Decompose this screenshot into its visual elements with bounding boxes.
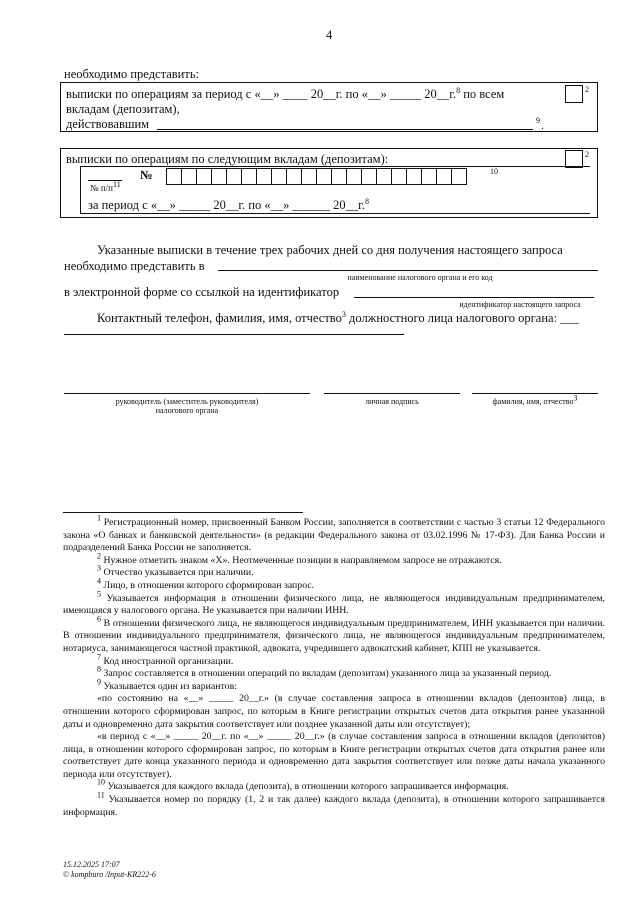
footnote-5: $^5$ Указывается информация в отношении физического лица, не являющегося индивидуальным предпринимателем, имеющаяся у налогового органа. Не указывается при наличии ИНН. bbox=[63, 589, 606, 617]
footnote-1: $^1$ Регистрационный номер, присвоенный Банком России, заполняется в соответствии с частью 3 статьи 12 Федерального закона «О банках и банковской деятельности» (в редакции Федерального закона от 03.02.1996 № 17-ФЗ). Для Банка России и подразделений Банка России не заполняется. bbox=[63, 513, 605, 554]
option1-line2: вкладам (депозитам), bbox=[66, 102, 180, 116]
tax-org-blank-line[interactable] bbox=[218, 270, 598, 271]
para2-text: в электронной форме со ссылкой на идентификатор bbox=[64, 285, 340, 299]
page-number: 4 bbox=[326, 28, 333, 42]
tax-org-caption: наименование налогового органа и его код bbox=[347, 273, 493, 282]
footnote-7: $^7$ Код иностранной организации. bbox=[97, 652, 234, 667]
intro-text: необходимо представить: bbox=[64, 67, 199, 81]
num-label: № п/п11 bbox=[90, 180, 121, 193]
contact-period-mark: . bbox=[402, 324, 405, 338]
option2-checkbox-sup: 2 bbox=[585, 150, 589, 159]
identifier-blank-line[interactable] bbox=[354, 297, 594, 298]
footnote-9b: «в период с «__» _____ 20__г. по «__» _____ 20__г.» (в случае составления запроса в отношении вкладов (депозитов) лица, в отношении которого сформирован запрос, по которым в Книге регистрации открытых счетов дата открытия ранее или соответствует дате конца указанного периода и одновременно дата закрытия соответствует или позже даты начала указанного периода или отсутствует). bbox=[63, 731, 605, 780]
option2-period: за период с «__» _____ 20__г. по «__» ______ 20__г.$^8$ bbox=[88, 196, 369, 212]
identifier-caption: идентификатор настоящего запроса bbox=[459, 300, 581, 309]
option1-line3-label: действовавшим bbox=[66, 117, 150, 131]
signature-caption: личная подпись bbox=[365, 397, 419, 406]
head-caption: руководитель (заместитель руководителя) bbox=[115, 397, 259, 406]
footnote-11: $^{11}$ Указывается номер по порядку (1, 2 и так далее) каждого вклада (депозита), в отношении которого запрашивается информация. bbox=[63, 790, 605, 818]
para1-line1: Указанные выписки в течение трех рабочих дней со дня получения настоящего запроса bbox=[97, 243, 563, 257]
footnote-2: $^2$ Нужное отметить знаком «Х». Неотмеченные позиции в направляемом запросе не отражаются. bbox=[97, 551, 502, 566]
footnotes bbox=[63, 513, 606, 819]
footnote-9a: «по состоянию на «__» _____ 20__г.» (в случае составления запроса в отношении вкладов (депозитов) лица, в отношении которого сформирован запрос, по которым в Книге регистрации открытых счетов дата открытия ранее указанной даты и одновременно дата закрытия соответствует или позднее указанной даты или отсутствует); bbox=[63, 693, 605, 730]
footnote-8: $^8$ Запрос составляется в отношении операций по вкладам (депозитам) указанного лица за указанный период. bbox=[97, 664, 552, 680]
footnote-6: $^6$ В отношении физического лица, не являющегося индивидуальным предпринимателем, ИНН указывается при наличии. В отношении индивидуального предпринимателя, физического лица, не являющегося индивидуальным предпринимателем, нотариуса, занимающегося частной практикой, адвоката, учредившего адвокатский кабинет, КПП не указывается. bbox=[63, 614, 605, 654]
option1-line3-sup: 9 bbox=[536, 116, 540, 125]
footnote-10: $^{10}$ Указывается для каждого вклада (депозита), в отношении которого запрашивается информация. bbox=[97, 778, 509, 793]
option1-line1: выписки по операциям за период с «__» ____ 20__г. по «__» _____ 20__г.$^8$ по всем bbox=[66, 85, 505, 101]
footnote-4: $^4$ Лицо, в отношении которого сформирован запрос. bbox=[97, 576, 315, 591]
option1-checkbox-sup: 2 bbox=[585, 85, 589, 94]
option1-checkbox[interactable] bbox=[565, 85, 583, 103]
option1-blank-line[interactable] bbox=[157, 129, 533, 130]
head-caption-2: налогового органа bbox=[155, 406, 219, 415]
fio-caption: фамилия, имя, отчество3 bbox=[492, 393, 578, 406]
footnote-9: $^9$ Указывается один из вариантов: bbox=[97, 677, 237, 692]
personal-signature-line[interactable] bbox=[324, 393, 460, 394]
footer-path: © kompburo /Input-KR222-6 bbox=[63, 870, 156, 879]
head-signature-line[interactable] bbox=[64, 393, 310, 394]
footer-date: 15.12.2025 17:07 bbox=[63, 860, 120, 869]
grid-sup: 10 bbox=[490, 167, 498, 176]
fio-signature-line[interactable] bbox=[472, 393, 598, 394]
option2-line1: выписки по операциям по следующим вкладам (депозитам): bbox=[66, 152, 389, 166]
contact-blank-line[interactable] bbox=[64, 334, 404, 335]
para1-line2: необходимо представить в bbox=[64, 259, 205, 273]
option1-period-mark: . bbox=[541, 118, 544, 132]
account-number-grid[interactable] bbox=[166, 168, 466, 185]
num-sign: № bbox=[140, 168, 153, 182]
contact-text: Контактный телефон, фамилия, имя, отчество$^3$ должностного лица налогового органа: ___ bbox=[97, 309, 579, 325]
footnote-3: $^3$ Отчество указывается при наличии. bbox=[97, 564, 254, 579]
